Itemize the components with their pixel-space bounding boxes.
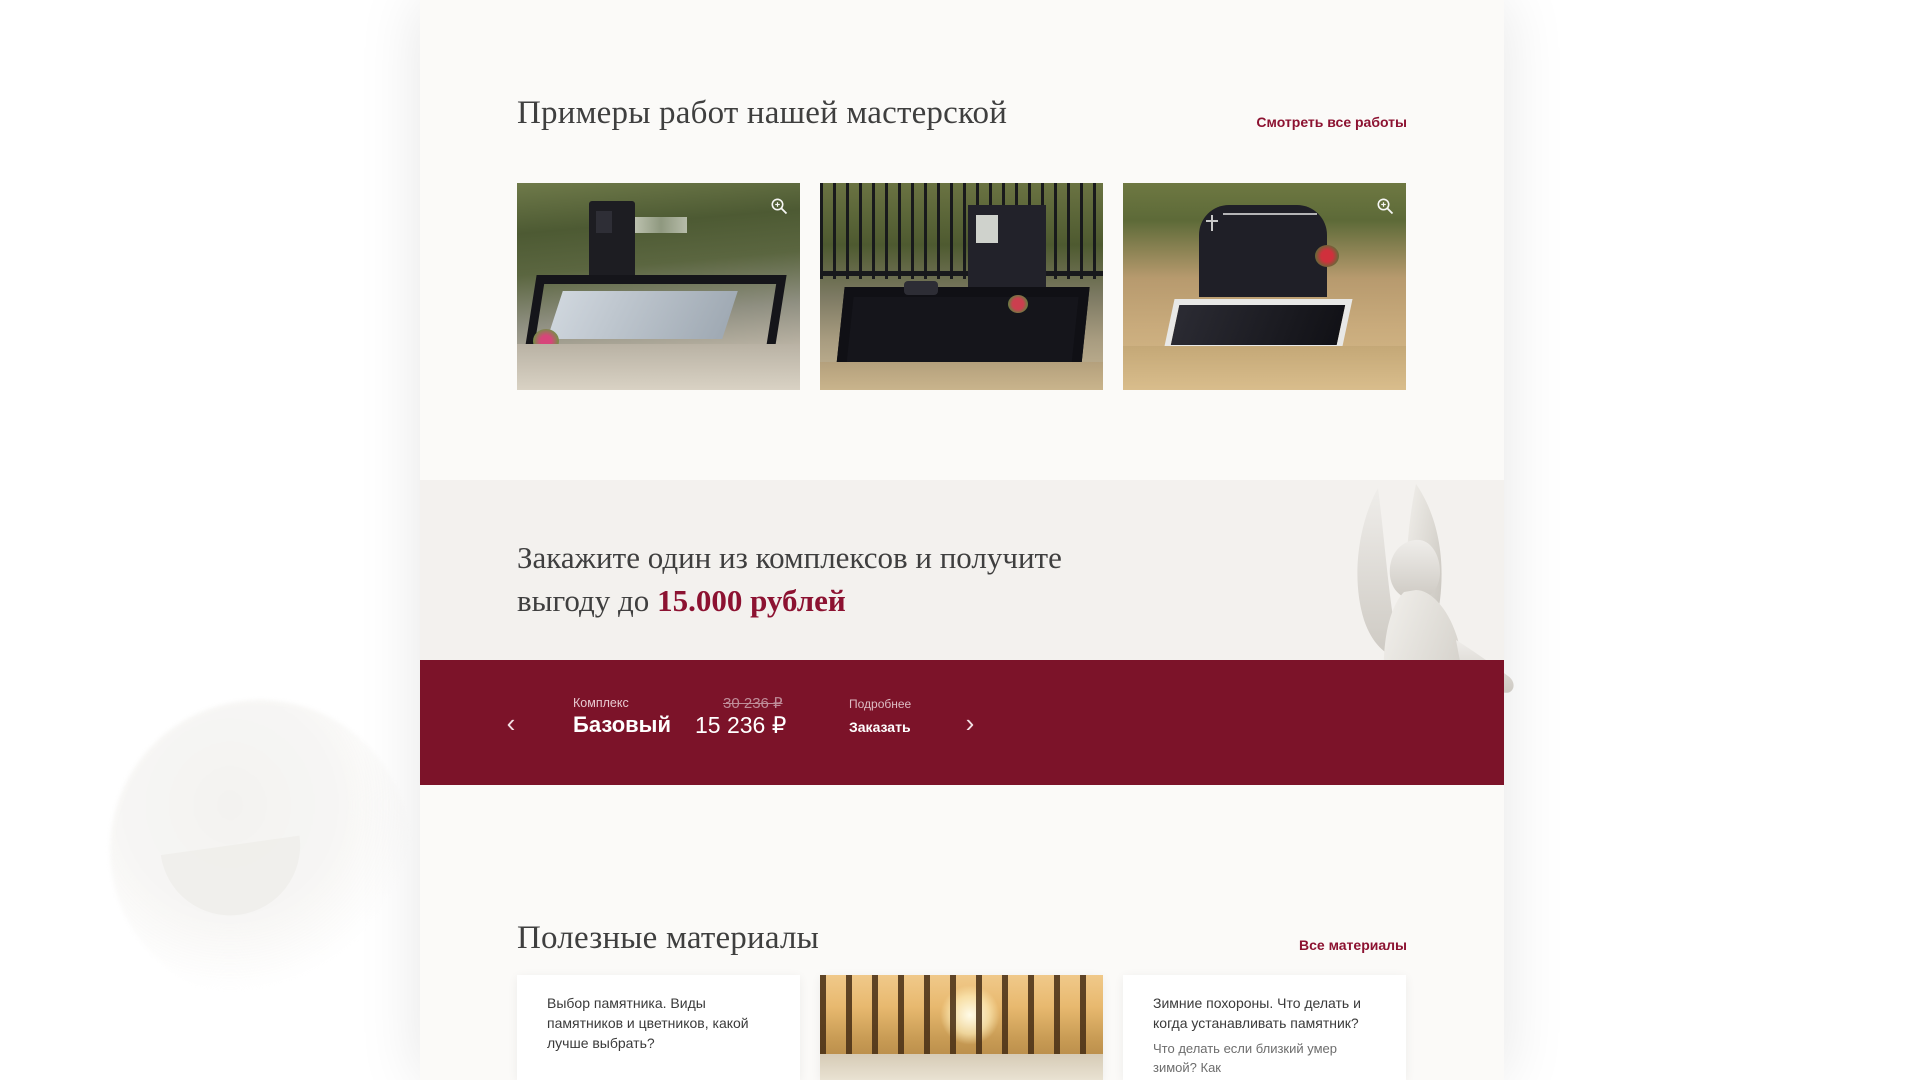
ground-sand: [1123, 346, 1406, 390]
ground-snow: [820, 1054, 1103, 1080]
chevron-left-icon[interactable]: ‹: [506, 707, 516, 738]
work-photo-2[interactable]: [820, 183, 1103, 390]
flower-decor: [1008, 295, 1028, 313]
cross-icon: [1211, 215, 1213, 231]
materials-heading: Полезные материалы: [517, 920, 820, 956]
work-photo-1[interactable]: [517, 183, 800, 390]
ground-path: [517, 344, 800, 390]
work-photo-3[interactable]: [1123, 183, 1406, 390]
complex-label: Комплекс: [573, 696, 629, 710]
monument-stone: [589, 201, 635, 279]
material-card-2[interactable]: [820, 975, 1103, 1080]
complex-name: Базовый: [573, 712, 671, 737]
works-gallery: [517, 183, 1407, 390]
promo-title-accent: 15.000 рублей: [657, 583, 846, 618]
monument-stone: [968, 205, 1046, 291]
ground-sand: [820, 362, 1103, 390]
magnifier-icon[interactable]: [1376, 197, 1394, 215]
flower-vase: [904, 281, 938, 295]
monument-stone: [1199, 205, 1327, 297]
grave-slab: [1163, 299, 1352, 351]
flower-decor: [1315, 245, 1339, 267]
promo-title-text: Закажите один из комплексов и получите выгоду до: [517, 540, 1062, 618]
material-card-title: Зимние похороны. Что делать и когда устанавливать памятник?: [1153, 995, 1361, 1031]
background-people: [635, 217, 687, 233]
material-card-3[interactable]: [1123, 975, 1406, 1080]
page-content: [420, 0, 1504, 1080]
portrait-plate: [976, 215, 998, 243]
price-new: 15 236 ₽: [695, 712, 787, 738]
grave-slab: [547, 291, 738, 339]
metal-fence: [820, 183, 1103, 279]
works-section: [420, 0, 1504, 480]
price-old: 30 236 ₽: [723, 695, 783, 712]
complex-offer-bar: [420, 660, 1504, 785]
works-heading: Примеры работ нашей мастерской: [517, 95, 1008, 131]
view-all-works-link[interactable]: Смотреть все работы: [1256, 114, 1407, 130]
material-card-excerpt: Что делать если близкий умер зимой? Как: [1153, 1041, 1337, 1075]
material-card-1[interactable]: [517, 975, 800, 1080]
order-button[interactable]: Заказать: [849, 719, 911, 735]
promo-title: [517, 536, 1137, 622]
engraved-text: [1223, 213, 1317, 253]
view-all-materials-link[interactable]: Все материалы: [1299, 937, 1407, 953]
materials-cards: [517, 975, 1407, 1080]
chevron-right-icon[interactable]: ›: [965, 707, 975, 738]
magnifier-icon[interactable]: [770, 197, 788, 215]
material-card-title: Выбор памятника. Виды памятников и цветников, какой лучше выбрать?: [547, 995, 749, 1051]
more-details-label: Подробнее: [849, 697, 912, 711]
autumn-forest-sunlight-image: [820, 975, 1103, 1080]
